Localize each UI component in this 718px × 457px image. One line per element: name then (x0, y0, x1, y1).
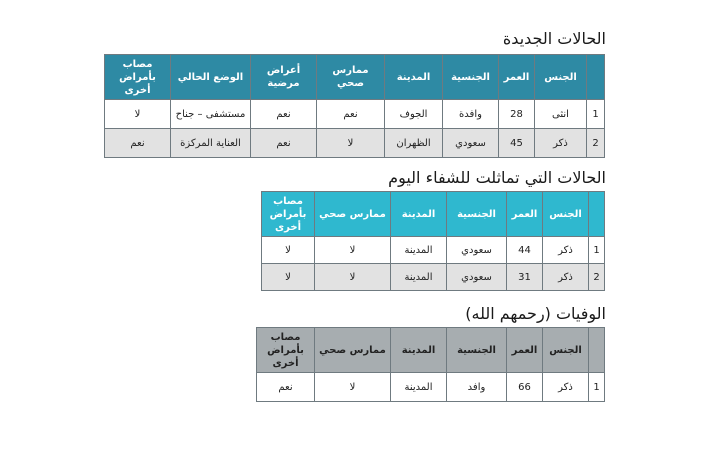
column-header: الجنسية (447, 328, 507, 373)
table-cell: نعم (317, 100, 385, 129)
column-header: الوضع الحالي (171, 55, 251, 100)
table-cell: المدينة (391, 264, 447, 291)
table-cell: وافدة (443, 100, 499, 129)
table-cell: مستشفى – جناح (171, 100, 251, 129)
table-header-row (257, 328, 605, 373)
table-cell: الظهران (385, 129, 443, 158)
table-header-row (105, 55, 605, 100)
table-cell: 1 (589, 237, 605, 264)
section-title-deaths: الوفيات (رحمهم الله) (465, 304, 606, 323)
table-cell: نعم (251, 100, 317, 129)
table-cell: انثى (535, 100, 587, 129)
column-header: الجنسية (443, 55, 499, 100)
column-header: مصاب بأمراض أخرى (105, 55, 171, 100)
table-cell: ذكر (543, 264, 589, 291)
column-header: ممارس صحي (315, 192, 391, 237)
table-cell: نعم (251, 129, 317, 158)
table-row (262, 237, 605, 264)
column-header: العمر (507, 328, 543, 373)
table-cell: 66 (507, 373, 543, 402)
table-cell: المدينة (391, 237, 447, 264)
table-cell: 31 (507, 264, 543, 291)
column-header (587, 55, 605, 100)
column-header: الجنسية (447, 192, 507, 237)
table-cell: ذكر (535, 129, 587, 158)
column-header: الجنس (543, 328, 589, 373)
table-cell: لا (262, 237, 315, 264)
table-row (105, 100, 605, 129)
column-header: المدينة (385, 55, 443, 100)
new-cases-table (104, 54, 605, 158)
table-cell: ذكر (543, 237, 589, 264)
column-header: ممارس صحي (317, 55, 385, 100)
table-cell: لا (105, 100, 171, 129)
recovered-table (261, 191, 605, 291)
table-cell: 44 (507, 237, 543, 264)
table-cell: سعودي (447, 264, 507, 291)
table-cell: وافد (447, 373, 507, 402)
table-cell: لا (262, 264, 315, 291)
deaths-table (256, 327, 605, 402)
table-cell: لا (315, 264, 391, 291)
section-title-recovered: الحالات التي تماثلت للشفاء اليوم (388, 168, 606, 187)
table-cell: 28 (499, 100, 535, 129)
table-header-row (262, 192, 605, 237)
table-cell: 45 (499, 129, 535, 158)
table-cell: نعم (105, 129, 171, 158)
table-row (262, 264, 605, 291)
column-header: ممارس صحي (315, 328, 391, 373)
column-header: العمر (499, 55, 535, 100)
table-cell: سعودي (443, 129, 499, 158)
column-header (589, 192, 605, 237)
column-header: العمر (507, 192, 543, 237)
table-cell: لا (315, 237, 391, 264)
table-cell: ذكر (543, 373, 589, 402)
table-cell: 2 (587, 129, 605, 158)
table-cell: لا (317, 129, 385, 158)
table-cell: لا (315, 373, 391, 402)
table-cell: العناية المركزة (171, 129, 251, 158)
table-cell: نعم (257, 373, 315, 402)
section-title-new-cases: الحالات الجديدة (502, 29, 606, 48)
table-cell: سعودي (447, 237, 507, 264)
column-header: المدينة (391, 192, 447, 237)
column-header: الجنس (535, 55, 587, 100)
table-cell: 1 (589, 373, 605, 402)
column-header: المدينة (391, 328, 447, 373)
column-header: الجنس (543, 192, 589, 237)
column-header: مصاب بأمراض أخرى (262, 192, 315, 237)
column-header: مصاب بأمراض أخرى (257, 328, 315, 373)
table-cell: 2 (589, 264, 605, 291)
column-header: أعراض مرضية (251, 55, 317, 100)
table-row (105, 129, 605, 158)
table-row (257, 373, 605, 402)
table-cell: 1 (587, 100, 605, 129)
column-header (589, 328, 605, 373)
table-cell: الجوف (385, 100, 443, 129)
table-cell: المدينة (391, 373, 447, 402)
